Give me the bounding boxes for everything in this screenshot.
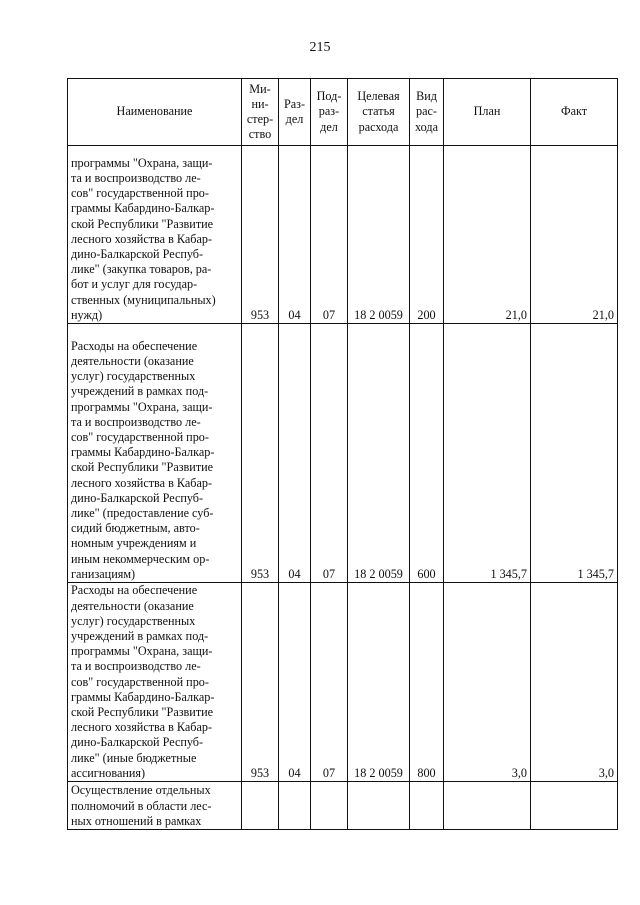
row-fact <box>531 782 618 830</box>
row-subsection: 07 <box>311 146 348 324</box>
row-subsection: 07 <box>311 324 348 583</box>
row-section: 04 <box>279 583 311 782</box>
row-target <box>348 782 410 830</box>
header-fact: Факт <box>531 79 618 146</box>
header-ministry: Ми- ни- стер- ство <box>242 79 279 146</box>
row-expense-type <box>410 782 444 830</box>
row-section: 04 <box>279 324 311 583</box>
row-ministry: 953 <box>242 324 279 583</box>
row-name: Расходы на обеспечение деятельности (оказание услуг) государственных учреждений в рамках под- программы "Охрана, защи- та и воспроизводство ле- сов" государственной про- граммы Кабардино-Балкар- ской Республики "Развитие лесного хозяйства в Кабар- дино-Балкарской Респуб- лике" (иные бюджетные ассигнования) <box>68 583 242 782</box>
row-expense-type: 200 <box>410 146 444 324</box>
row-name: Расходы на обеспечение деятельности (оказание услуг) государственных учреждений в рамках под- программы "Охрана, защи- та и воспроизводство ле- сов" государственной про- граммы Кабардино-Балкар- ской Республики "Развитие лесного хозяйства в Кабар- дино-Балкарской Респуб- лике" (предоставление суб- сидий бюджетным, авто- номным учреждениям и иным некоммерческим ор- ганизациям) <box>68 324 242 583</box>
row-section: 04 <box>279 146 311 324</box>
header-expense-type: Вид рас- хода <box>410 79 444 146</box>
row-target: 18 2 0059 <box>348 583 410 782</box>
table-row <box>68 324 618 583</box>
row-ministry: 953 <box>242 146 279 324</box>
row-subsection <box>311 782 348 830</box>
header-target: Целевая статья расхода <box>348 79 410 146</box>
row-fact: 21,0 <box>531 146 618 324</box>
header-name: Наименование <box>68 79 242 146</box>
table-row <box>68 146 618 324</box>
row-section <box>279 782 311 830</box>
header-subsection: Под- раз- дел <box>311 79 348 146</box>
row-fact: 1 345,7 <box>531 324 618 583</box>
row-target: 18 2 0059 <box>348 324 410 583</box>
row-expense-type: 600 <box>410 324 444 583</box>
row-plan: 3,0 <box>444 583 531 782</box>
row-expense-type: 800 <box>410 583 444 782</box>
table-row <box>68 782 618 830</box>
page-number: 215 <box>309 40 331 55</box>
header-section: Раз- дел <box>279 79 311 146</box>
row-subsection: 07 <box>311 583 348 782</box>
header-plan: План <box>444 79 531 146</box>
row-name: Осуществление отдельных полномочий в области лес- ных отношений в рамках <box>68 782 242 830</box>
table-header-row <box>68 79 618 146</box>
row-fact: 3,0 <box>531 583 618 782</box>
row-ministry: 953 <box>242 583 279 782</box>
row-plan: 21,0 <box>444 146 531 324</box>
row-plan <box>444 782 531 830</box>
row-target: 18 2 0059 <box>348 146 410 324</box>
budget-table <box>67 78 618 830</box>
table-row <box>68 583 618 782</box>
row-plan: 1 345,7 <box>444 324 531 583</box>
row-ministry <box>242 782 279 830</box>
row-name: программы "Охрана, защи- та и воспроизводство ле- сов" государственной про- граммы Кабардино-Балкар- ской Республики "Развитие лесного хозяйства в Кабар- дино-Балкарской Респуб- лике" (закупка товаров, ра- бот и услуг для государ- ственных (муниципальных) нужд) <box>68 146 242 324</box>
